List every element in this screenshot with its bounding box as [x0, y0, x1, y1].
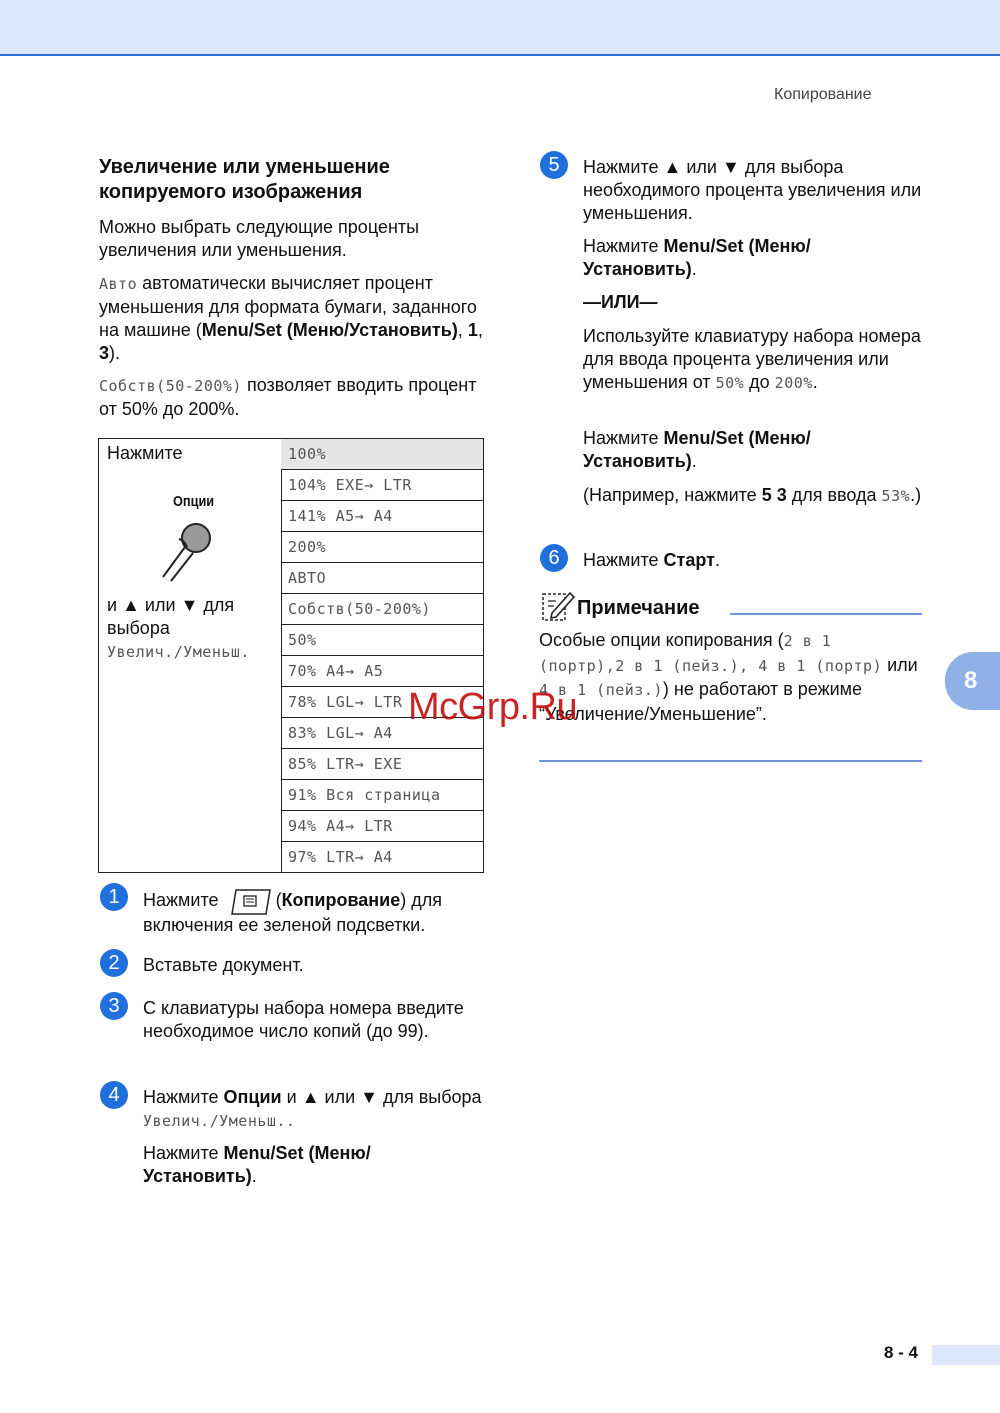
- menu-set-key: Menu/Set (Меню/Установить): [583, 428, 811, 471]
- menu-set-key: Menu/Set (Меню/Установить): [201, 320, 458, 340]
- note-bottom-rule: [539, 760, 922, 762]
- step-2-text: Вставьте документ.: [143, 955, 304, 975]
- up-arrow-icon: ▲: [663, 157, 682, 177]
- note-code: 4 в 1 (пейз.): [539, 681, 663, 699]
- instruction-cell: [99, 439, 282, 872]
- intro-paragraph: Можно выбрать следующие проценты увеличения или уменьшения.: [99, 217, 420, 260]
- option-row: АВТО: [281, 563, 483, 594]
- step-4-badge: 4: [100, 1081, 128, 1109]
- option-row: 78% LGL→ LTR: [281, 687, 483, 718]
- copy-button-name: Копирование: [281, 889, 401, 910]
- step-5-text: Нажмите ▲ или ▼ для выбора необходимого процента увеличения или уменьшения.: [583, 157, 922, 223]
- option-row: 141% A5→ A4: [281, 501, 483, 532]
- chapter-tab: 8: [945, 652, 1000, 710]
- option-row: 97% LTR→ A4: [288, 848, 393, 866]
- option-row: 85% LTR→ EXE: [281, 749, 483, 780]
- step-3-text: С клавиатуры набора номера введите необходимое число копий (до 99).: [143, 998, 464, 1041]
- menu-item-code: Увелич./Уменьш.: [107, 643, 250, 661]
- menu-set-key: Menu/Set (Меню/Установить): [143, 1143, 371, 1186]
- down-arrow-icon: ▼: [180, 595, 199, 615]
- start-key: Старт: [663, 550, 715, 570]
- down-arrow-icon: ▼: [360, 1087, 378, 1107]
- note-title: Примечание: [577, 597, 700, 619]
- step-5-example: (Например, нажмите 5 3 для ввода 53%.): [583, 485, 922, 505]
- finger-press-icon: [149, 517, 219, 587]
- step-4-confirm: Нажмите Menu/Set (Меню/Установить).: [143, 1143, 371, 1186]
- press-label: Нажмите: [107, 443, 183, 463]
- percent-code: 53%: [881, 487, 911, 505]
- custom-text: позволяет вводить процент от 50% до 200%.: [99, 375, 477, 419]
- option-row: 200%: [281, 532, 483, 563]
- percent-code: 200%: [774, 374, 813, 392]
- option-row: 91% Вся страница: [281, 780, 483, 811]
- key-1: 1: [467, 320, 478, 340]
- step-3-badge: 3: [100, 992, 128, 1020]
- up-arrow-icon: ▲: [301, 1087, 320, 1107]
- option-row: Собств(50-200%): [281, 594, 483, 625]
- step-5-confirm-2: Нажмите Menu/Set (Меню/Установить).: [583, 428, 811, 471]
- step-6-text: Нажмите Старт.: [583, 550, 720, 570]
- note-text: Особые опции копирования (2 в 1 (портр),2 в 1 (пейз.), 4 в 1 (портр) или 4 в 1 (пейз.)) не работают в режиме “Увеличение/Уменьшение”.: [539, 630, 918, 724]
- or-divider: —ИЛИ—: [583, 292, 658, 312]
- note-pencil-icon: [540, 589, 576, 623]
- custom-paragraph: [99, 374, 484, 421]
- page-number-bar: [932, 1345, 1000, 1365]
- menu-item-code: Увелич./Уменьш..: [143, 1112, 296, 1130]
- options-key: Опции: [223, 1087, 282, 1107]
- step-1-badge: 1: [100, 883, 128, 911]
- page-number: 8 - 4: [884, 1343, 919, 1362]
- menu-set-key: Menu/Set (Меню/Установить): [583, 236, 811, 279]
- step-1-text: Нажмите (Копирование) для включения ее зеленой подсветки.: [143, 889, 443, 935]
- option-row: 100%: [281, 439, 483, 470]
- copy-key-icon: [230, 888, 270, 914]
- option-row: 94% A4→ LTR: [281, 811, 483, 842]
- zoom-options-table: [98, 438, 484, 873]
- watermark: McGrp.Ru: [408, 686, 578, 728]
- note-top-rule: [730, 613, 922, 615]
- step-5-badge: 5: [540, 151, 568, 179]
- step-4-text: Нажмите Опции и ▲ или ▼ для выбора Увелич./Уменьш..: [143, 1087, 482, 1130]
- option-row: 83% LGL→ A4: [281, 718, 483, 749]
- option-row: 70% A4→ A5: [281, 656, 483, 687]
- step-5-confirm: Нажмите Menu/Set (Меню/Установить).: [583, 236, 811, 279]
- step-2-badge: 2: [100, 949, 128, 977]
- down-arrow-icon: ▼: [722, 157, 740, 177]
- option-row: 50%: [281, 625, 483, 656]
- example-keys: 5 3: [761, 485, 787, 505]
- options-list: [281, 439, 483, 872]
- top-header-bar: [0, 0, 1000, 56]
- percent-code: 50%: [715, 374, 745, 392]
- options-button-label: Опции: [173, 493, 215, 510]
- auto-paragraph: Авто автоматически вычисляет процент уменьшения для формата бумаги, заданного на машине (Menu/Set (Меню/Установить), 1, 3).: [99, 273, 483, 363]
- up-arrow-icon: ▲: [122, 595, 140, 615]
- option-row: 104% EXE→ LTR: [281, 470, 483, 501]
- key-3: 3: [99, 343, 110, 363]
- step-6-badge: 6: [540, 544, 568, 572]
- auto-text: автоматически вычисляет процент уменьшения для формата бумаги, заданного на машине (: [99, 273, 477, 340]
- choose-instruction: и ▲ или ▼ для выбора Увелич./Уменьш.: [107, 595, 250, 661]
- step-5-alt-text: Используйте клавиатуру набора номера для ввода процента увеличения или уменьшения от 50% до 200%.: [583, 326, 921, 392]
- section-title: Увеличение или уменьшение копируемого изображения: [99, 156, 390, 203]
- auto-code: Авто: [99, 275, 138, 293]
- note-code: 2 в 1 (портр),2 в 1 (пейз.), 4 в 1 (портр): [539, 632, 883, 675]
- page-header-title: Копирование: [774, 86, 872, 103]
- custom-code: Собств(50-200%): [99, 377, 242, 395]
